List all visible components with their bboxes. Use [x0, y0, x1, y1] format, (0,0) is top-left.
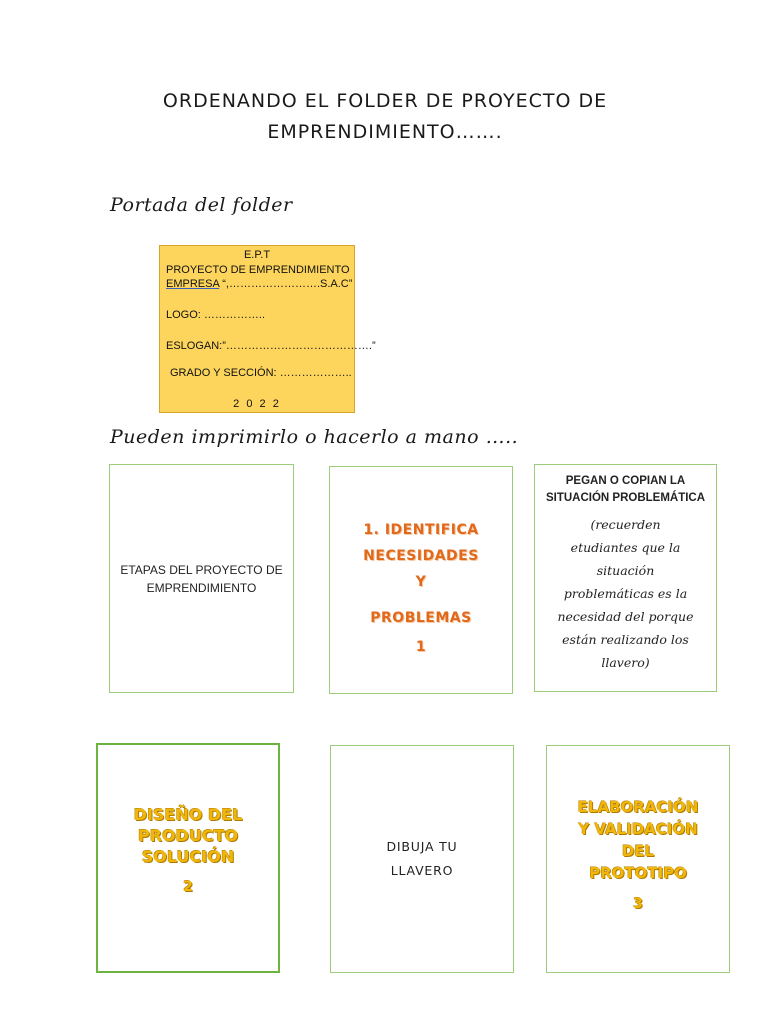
card-elaboracion-number: 3: [633, 896, 643, 912]
card-pegan-note-1: (recuerden: [590, 517, 661, 532]
cover-ept: E.P.T: [243, 249, 271, 261]
cover-grade: GRADO Y SECCIÓN: ………………..: [170, 367, 352, 379]
cover-company: [166, 278, 352, 290]
folder-cover: [159, 245, 376, 413]
card-identifica-line-2: NECESIDADES: [363, 548, 479, 564]
cover-company-value: “,…………………….S.A.C”: [219, 278, 353, 290]
card-identifica-number: 1: [415, 639, 427, 655]
card-diseno-line-3: SOLUCIÓN: [141, 847, 235, 866]
cover-label: Portada del folder: [110, 194, 293, 216]
card-dibuja: [330, 745, 514, 973]
card-diseno-line-1: DISEÑO DEL: [133, 805, 243, 824]
cover-logo: LOGO: ……………..: [166, 309, 266, 321]
card-dibuja-line-1: DIBUJA TU: [386, 839, 458, 854]
title-line-2: EMPRENDIMIENTO…….: [267, 121, 503, 143]
card-elaboracion-line-1: ELABORACIÓN: [577, 798, 699, 816]
card-pegan-note-2: etudiantes que la: [570, 540, 681, 555]
card-diseno-line-2: PRODUCTO: [137, 826, 239, 845]
cover-year: 2 0 2 2: [233, 398, 281, 410]
card-elaboracion-line-4: PROTOTIPO: [589, 864, 687, 882]
card-pegan-note-5: necesidad del porque: [557, 609, 694, 624]
title-line-1: ORDENANDO EL FOLDER DE PROYECTO DE: [162, 90, 608, 112]
card-identifica-line-4: PROBLEMAS: [370, 610, 472, 626]
card-identifica-line-3: Y: [415, 574, 427, 590]
page-title: [100, 86, 670, 148]
card-etapas-line-1: ETAPAS DEL PROYECTO DE: [120, 562, 283, 577]
card-pegan-heading-1: PEGAN O COPIAN LA: [565, 475, 686, 487]
card-identifica-line-1: 1. IDENTIFICA: [363, 522, 479, 538]
card-etapas: [109, 464, 294, 693]
card-elaboracion-line-3: DEL: [621, 842, 655, 860]
card-dibuja-line-2: LLAVERO: [390, 863, 454, 878]
card-elaboracion-line-2: Y VALIDACIÓN: [578, 820, 698, 838]
card-identifica: [329, 466, 513, 694]
card-pegan-note-4: problemáticas es la: [563, 586, 688, 601]
print-note: Pueden imprimirlo o hacerlo a mano …..: [110, 426, 519, 448]
card-pegan: [534, 464, 717, 692]
card-pegan-note-7: llavero): [601, 655, 650, 670]
card-diseno-number: 2: [183, 879, 193, 895]
cover-company-label: EMPRESA: [166, 278, 220, 290]
card-pegan-note-3: situación: [596, 563, 655, 578]
cover-slogan: ESLOGAN:”………………………………….”: [166, 340, 376, 352]
card-pegan-note-6: están realizando los: [562, 632, 689, 647]
card-pegan-heading-2: SITUACIÓN PROBLEMÁTICA: [545, 492, 706, 504]
card-elaboracion: [546, 745, 730, 973]
card-diseno: [96, 743, 280, 973]
card-etapas-line-2: EMPRENDIMIENTO: [146, 580, 257, 595]
cover-project: PROYECTO DE EMPRENDIMIENTO: [166, 264, 350, 276]
